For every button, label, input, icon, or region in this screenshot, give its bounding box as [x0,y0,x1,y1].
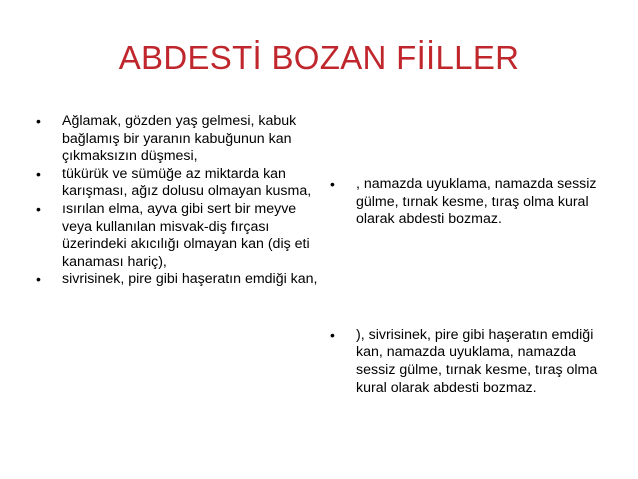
bullet-icon: • [36,271,41,288]
list-item [36,113,318,166]
left-bullet-list [36,113,318,289]
list-item [36,271,318,289]
list-item [36,201,318,271]
list-item [36,166,318,201]
list-item-text: , namazda uyuklama, namazda sessiz gülme, tırnak kesme, tıraş olma kural olarak abdesti bozmaz. [356,176,597,228]
slide-title: ABDESTİ BOZAN FİİLLER [118,39,520,76]
list-item-text: sivrisinek, pire gibi haşeratın emdiği kan, [62,271,318,288]
list-item-text: Ağlamak, gözden yaş gelmesi, kabuk bağlamış bir yaranın kabuğunun kan çıkmaksızın düşmesi, [62,113,297,165]
list-item-text: ), sivrisinek, pire gibi haşeratın emdiği kan, namazda uyuklama, namazda sessiz gülme, tırnak kesme, tıraş olma kural olarak abdesti bozmaz. [356,326,598,396]
list-item [330,327,612,397]
bullet-icon: • [330,326,335,343]
right-bullet-list [330,176,612,397]
bullet-icon: • [36,165,41,182]
list-item-text: tükürük ve sümüğe az miktarda kan karışması, ağız dolusu olmayan kusma, [62,165,312,200]
list-item [330,176,612,229]
bullet-icon: • [330,176,335,192]
bullet-icon: • [36,200,41,217]
bullet-icon: • [36,113,41,129]
list-item-text: ısırılan elma, ayva gibi sert bir meyve veya kullanılan misvak-diş fırçası üzerindeki akıcılığı olmayan kan (diş eti kanaması hariç), [62,200,310,270]
